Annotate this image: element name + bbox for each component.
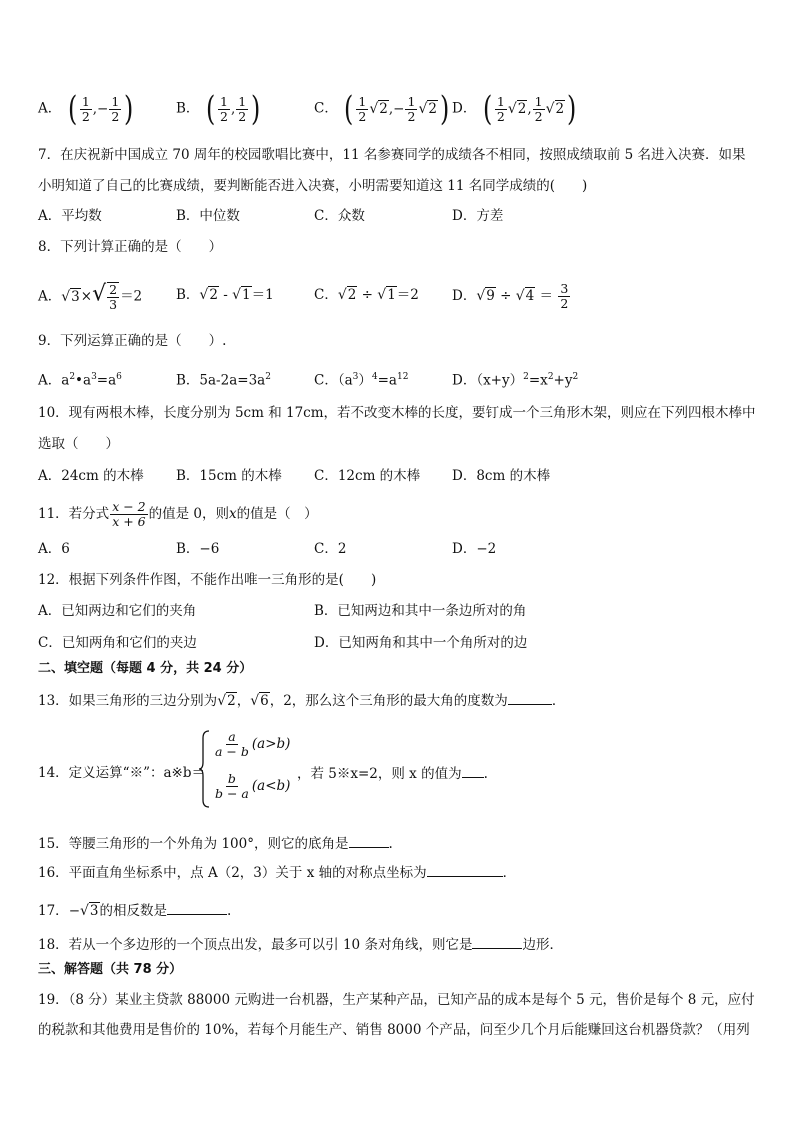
q17-stem: 17．−√3的相反数是 .: [38, 900, 231, 921]
q14-stem-suffix: ，若 5※x=2，则 x 的值为 .: [297, 763, 488, 784]
q12-option-d[interactable]: D．已知两角和其中一个角所对的边: [314, 635, 528, 651]
q10-option-b[interactable]: B．15cm 的木棒: [176, 468, 282, 484]
q9-option-c[interactable]: C．$(a^3)^4=a^{12}$: [314, 372, 409, 389]
answer-blank[interactable]: [427, 862, 503, 877]
q11-stem: 11．若分式 $\frac{x - 2}{x + 6}$ 的值是 0，则x的值是（ ）: [38, 499, 318, 529]
q19-stem-line1: 19．（8 分）某业主贷款 88000 元购进一台机器，生产某种产品，已知产品的成本是每个 5 元，售价是每个 8 元，应付: [38, 992, 755, 1008]
q8-stem: 8．下列计算正确的是（ ）: [38, 239, 223, 255]
q10-option-a[interactable]: A．24cm 的木棒: [38, 468, 144, 484]
q12-option-a[interactable]: A．已知两边和它们的夹角: [38, 603, 197, 619]
q12-stem: 12．根据下列条件作图，不能作出唯一三角形的是( ): [38, 572, 377, 588]
answer-blank[interactable]: [472, 934, 522, 949]
q10-option-d[interactable]: D．8cm 的木棒: [452, 468, 551, 484]
q6-option-c[interactable]: C． ( $\frac{1}{2}$ √2 ,− $\frac{1}{2}$ √2 ): [314, 89, 450, 129]
q7-stem-line1: 7．在庆祝新中国成立 70 周年的校园歌唱比赛中，11 名参赛同学的成绩各不相同，按照成绩取前 5 名进入决赛．如果: [38, 147, 746, 163]
q8-option-b[interactable]: B．√2 - √1＝1: [176, 287, 274, 303]
q15-stem: 15．等腰三角形的一个外角为 100°，则它的底角是 .: [38, 833, 393, 854]
q14-case-2: $\frac{b}{b - a}$ (a<b): [215, 771, 291, 801]
q13-stem: 13．如果三角形的三边分别为√2，√6，2，那么这个三角形的最大角的度数为 ．: [38, 690, 565, 711]
q11-option-b[interactable]: B．−6: [176, 541, 220, 557]
section-heading-answer: 三、解答题（共 78 分）: [38, 962, 183, 977]
q11-option-c[interactable]: C．2: [314, 541, 347, 557]
q7-option-b[interactable]: B．中位数: [176, 208, 240, 224]
coordinate-pair: ( $\frac{1}{2}$ , $\frac{1}{2}$ ): [205, 89, 261, 129]
q8-option-a[interactable]: A．√3×√ $\frac{2}{3}$ ＝2: [38, 281, 143, 312]
q18-stem: 18．若从一个多边形的一个顶点出发，最多可以引 10 条对角线，则它是 边形．: [38, 934, 563, 955]
q9-option-b[interactable]: B．$5a-2a=3a^2$: [176, 372, 271, 389]
answer-blank[interactable]: [349, 833, 389, 848]
q11-option-d[interactable]: D．−2: [452, 541, 497, 557]
q9-option-a[interactable]: A．$a^2•a^3=a^6$: [38, 372, 122, 389]
q10-stem-line1: 10．现有两根木棒，长度分别为 5cm 和 17cm，若不改变木棒的长度，要钉成一个三角形木架，则应在下列四根木棒中: [38, 405, 756, 421]
q7-option-c[interactable]: C．众数: [314, 208, 365, 224]
left-brace-icon: [198, 730, 210, 808]
q7-stem-line2: 小明知道了自己的比赛成绩，要判断能否进入决赛，小明需要知道这 11 名同学成绩的( ): [38, 178, 588, 194]
q10-stem-line2: 选取（ ）: [38, 436, 119, 452]
q14-stem-prefix: 14．定义运算“※”：a※b＝: [38, 765, 205, 781]
coordinate-pair: ( $\frac{1}{2}$ √2 , $\frac{1}{2}$ √2 ): [482, 89, 577, 129]
q19-stem-line2: 的税款和其他费用是售价的 10%，若每个月能生产、销售 8000 个产品，问至少几个月后能赚回这台机器贷款？（用列: [38, 1022, 750, 1038]
q12-option-c[interactable]: C．已知两角和它们的夹边: [38, 635, 197, 651]
coordinate-pair: ( $\frac{1}{2}$ ,− $\frac{1}{2}$ ): [67, 89, 134, 129]
coordinate-pair: ( $\frac{1}{2}$ √2 ,− $\frac{1}{2}$ √2 ): [344, 89, 450, 129]
q11-option-a[interactable]: A．6: [38, 541, 70, 557]
section-heading-fill-in: 二、填空题（每题 4 分，共 24 分）: [38, 661, 253, 676]
answer-blank[interactable]: [508, 690, 552, 705]
q6-option-d[interactable]: D． ( $\frac{1}{2}$ √2 , $\frac{1}{2}$ √2 ): [452, 89, 577, 129]
q6-option-a[interactable]: A． ( $\frac{1}{2}$ ,− $\frac{1}{2}$ ): [38, 89, 134, 129]
q8-option-c[interactable]: C．√2 ÷ √1＝2: [314, 287, 419, 303]
answer-blank[interactable]: [167, 900, 227, 915]
answer-blank[interactable]: [462, 763, 484, 778]
q14-case-1: $\frac{a}{a - b}$ (a>b): [215, 729, 291, 759]
q9-stem: 9．下列运算正确的是（ ）.: [38, 333, 227, 349]
q7-option-a[interactable]: A．平均数: [38, 208, 102, 224]
q8-option-d[interactable]: D．√9 ÷ √4 ＝ $\frac{3}{2}$: [452, 281, 569, 311]
q16-stem: 16．平面直角坐标系中，点 A（2，3）关于 x 轴的对称点坐标为 ．: [38, 862, 516, 883]
q6-option-b[interactable]: B． ( $\frac{1}{2}$ , $\frac{1}{2}$ ): [176, 89, 261, 129]
q12-option-b[interactable]: B．已知两边和其中一条边所对的角: [314, 603, 527, 619]
q7-option-d[interactable]: D．方差: [452, 208, 504, 224]
q10-option-c[interactable]: C．12cm 的木棒: [314, 468, 421, 484]
q9-option-d[interactable]: D．$(x+y)^2=x^2+y^2$: [452, 372, 579, 389]
